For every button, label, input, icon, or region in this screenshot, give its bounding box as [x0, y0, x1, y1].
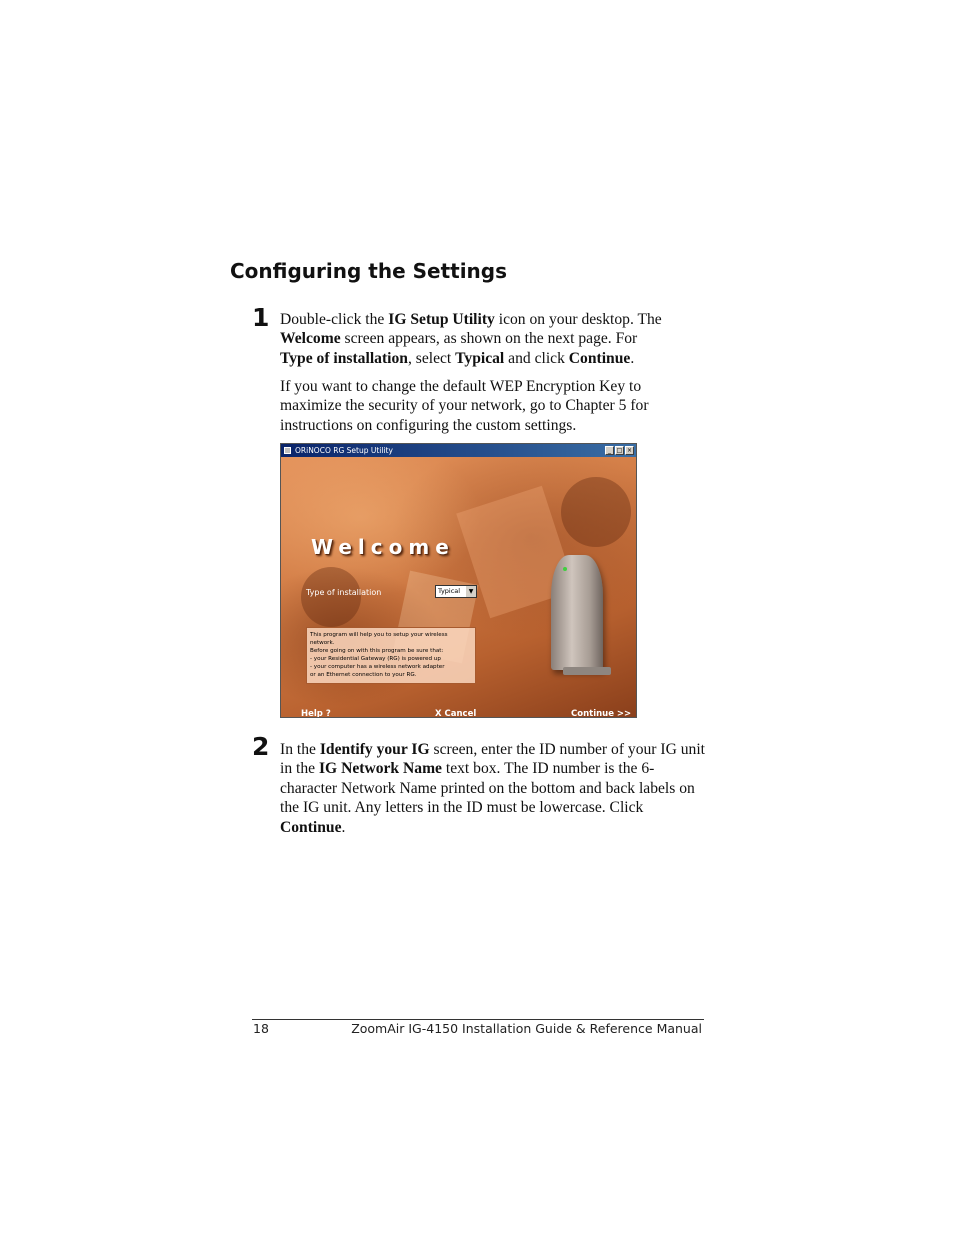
footer-title: ZoomAir IG-4150 Installation Guide & Reference Manual — [351, 1021, 702, 1036]
info-line: network. — [310, 640, 335, 646]
bold-run: Typical — [455, 349, 505, 367]
info-line: Before going on with this program be sure that: — [310, 648, 444, 654]
gateway-device-base — [563, 667, 611, 675]
text-run: and click — [504, 349, 569, 367]
text-run: . — [341, 818, 346, 836]
help-button[interactable]: Help ? — [301, 709, 331, 718]
step-number-1: 1 — [252, 303, 270, 332]
info-line: or an Ethernet connection to your RG. — [310, 672, 417, 678]
window-title: ORiNOCO RG Setup Utility — [295, 446, 393, 455]
section-heading: Configuring the Settings — [230, 259, 508, 283]
background-artwork — [301, 567, 361, 627]
welcome-title: Welcome — [311, 535, 455, 559]
continue-button[interactable]: Continue >> — [571, 709, 632, 718]
text-run: , select — [407, 349, 456, 367]
info-line: - your Residential Gateway (RG) is powered up — [310, 656, 441, 662]
bold-run: IG Network Name — [318, 760, 442, 778]
step1-note-paragraph: If you want to change the default WEP Encryption Key to maximize the security of your network, go to Chapter 5 for instructions on configuring the custom settings. — [280, 378, 649, 434]
step-number-2: 2 — [252, 732, 270, 761]
maximize-button[interactable]: □ — [616, 447, 623, 454]
type-of-installation-label: Type of installation — [306, 588, 382, 597]
select-value: Typical — [438, 587, 461, 595]
footer-rule — [252, 1019, 704, 1020]
gateway-device-image — [551, 555, 603, 670]
text-run: In the — [280, 741, 320, 758]
text-run: screen appears, as shown on the next page. For — [340, 330, 638, 348]
info-line: This program will help you to setup your wireless — [310, 632, 448, 638]
page-number: 18 — [253, 1021, 269, 1036]
bold-run: Type of installation — [280, 349, 408, 367]
app-icon — [284, 447, 291, 454]
cancel-button[interactable]: X Cancel — [435, 709, 477, 718]
info-box — [306, 627, 476, 684]
step1-paragraph — [280, 310, 710, 368]
info-line: - your computer has a wireless network adapter — [310, 664, 445, 670]
text-run: screen, enter the ID number of your IG unit in the — [280, 741, 706, 778]
setup-utility-screenshot — [280, 443, 637, 718]
text-run: icon on your desktop. The — [494, 311, 662, 328]
bold-run: Continue — [568, 349, 631, 367]
welcome-panel — [281, 457, 636, 717]
bold-run: Identify your IG — [319, 741, 430, 758]
minimize-button[interactable]: _ — [605, 446, 614, 455]
bold-run: IG Setup Utility — [388, 311, 495, 328]
text-run: Double-click the — [280, 311, 389, 328]
close-button[interactable]: × — [626, 447, 633, 454]
background-artwork — [561, 477, 631, 547]
bold-run: Continue — [280, 818, 342, 836]
type-of-installation-select[interactable] — [435, 585, 477, 598]
text-run: . — [630, 349, 635, 367]
bold-run: Welcome — [280, 330, 341, 348]
window-titlebar — [281, 444, 636, 457]
chevron-down-icon: ▼ — [466, 586, 476, 597]
text-run: text box. The ID number is the 6-character Network Name printed on the bottom and back labels on the IG unit. Any letters in the ID must be lowercase. Click — [280, 760, 695, 817]
step2-paragraph — [280, 740, 706, 837]
